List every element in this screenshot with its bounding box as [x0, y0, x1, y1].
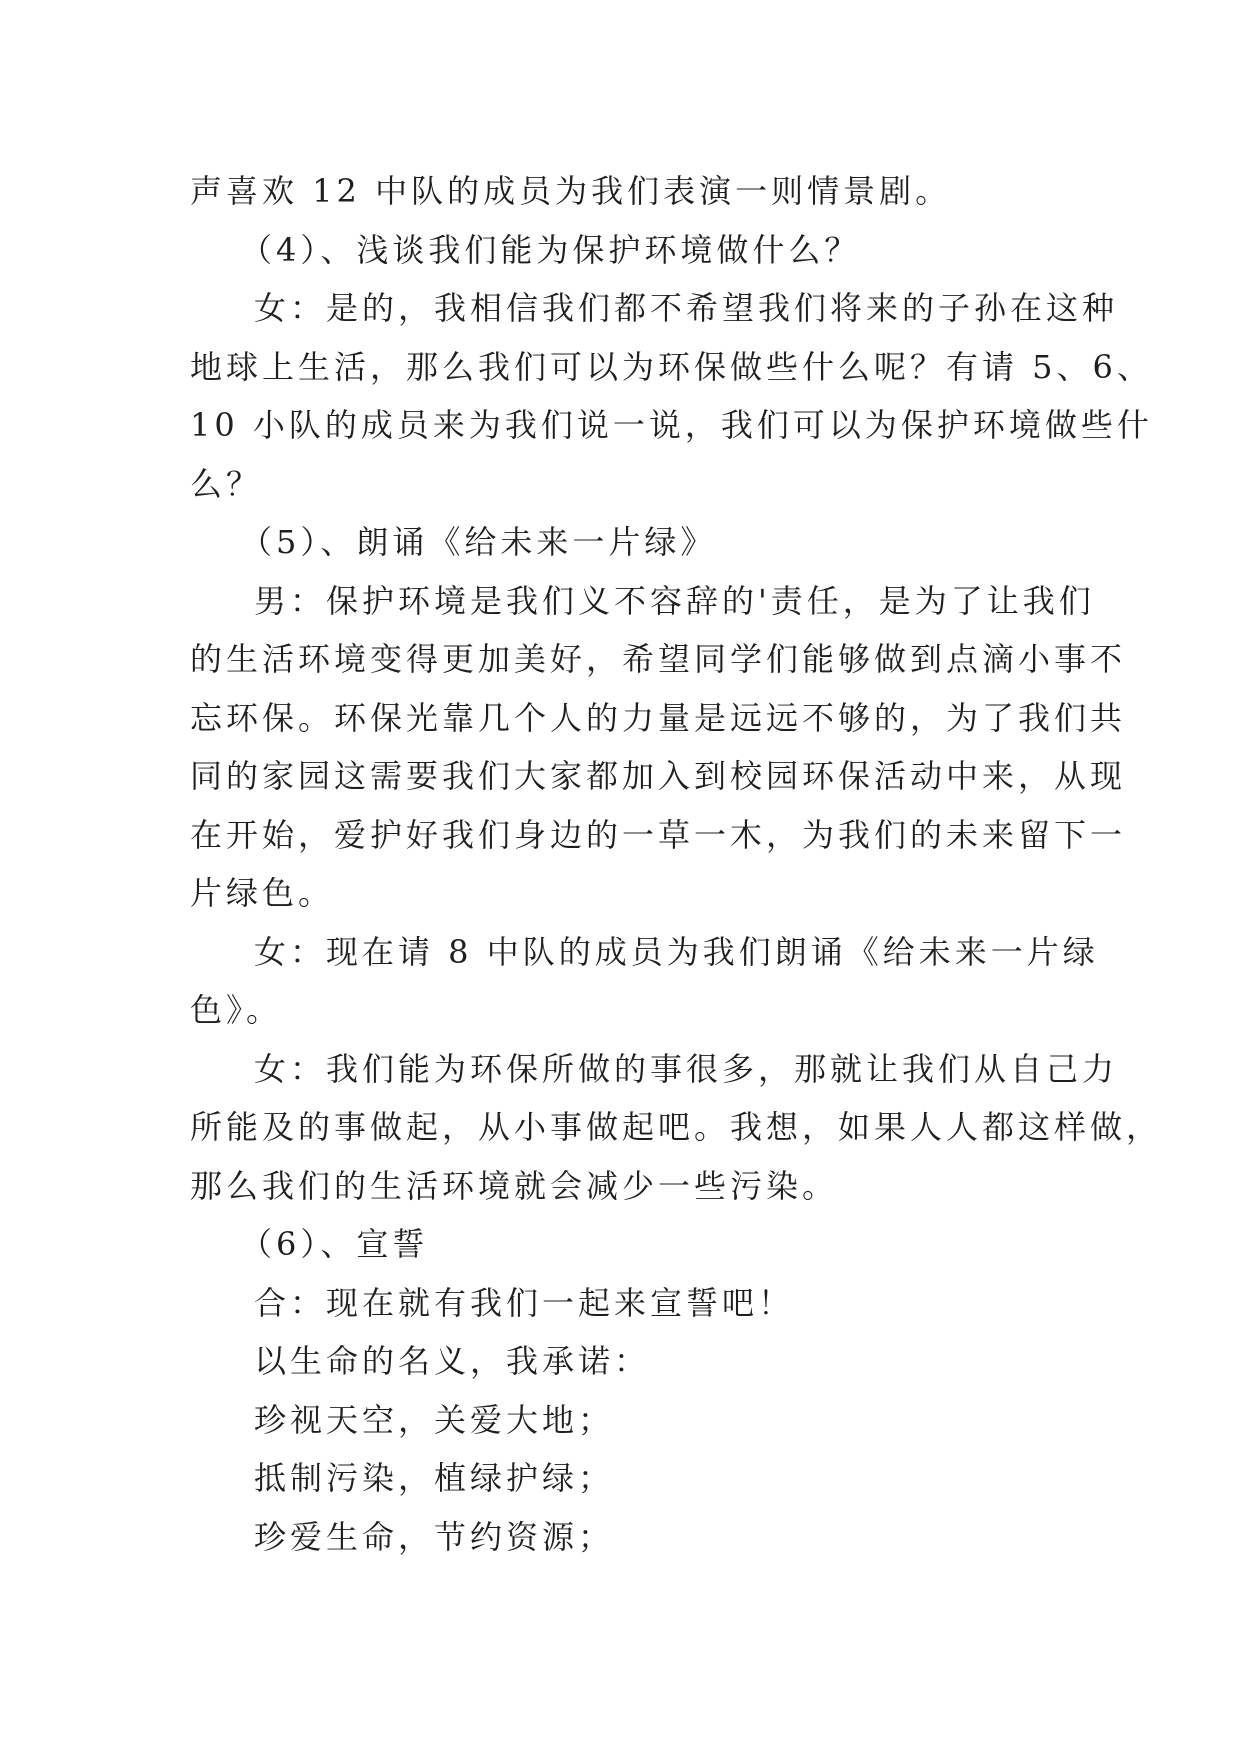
text-line: 声喜欢 12 中队的成员为我们表演一则情景剧。 [190, 172, 952, 210]
section-heading: （6）、宣誓 [240, 1225, 429, 1263]
section-heading: （4）、浅谈我们能为保护环境做什么？ [240, 230, 861, 269]
text-line: 女：是的，我相信我们都不希望我们将来的子孙在这种 [254, 289, 1119, 327]
text-line: 珍爱生命，节约资源； [254, 1517, 615, 1556]
text-line: 忘环保。环保光靠几个人的力量是远远不够的，为了我们共 [190, 698, 1127, 737]
text-line: 抵制污染，植绿护绿； [254, 1459, 615, 1497]
text-line: 片绿色。 [190, 874, 335, 912]
text-line: 以生命的名义，我承诺： [254, 1342, 651, 1380]
text-line: 那么我们的生活环境就会减少一些污染。 [190, 1166, 839, 1205]
text-line: 地球上生活，那么我们可以为环保做些什么呢？有请 5、6、 [190, 347, 1153, 386]
text-line: 所能及的事做起，从小事做起吧。我想，如果人人都这样做， [190, 1108, 1163, 1146]
text-line: 男：保护环境是我们义不容辞的'责任，是为了让我们 [254, 581, 1095, 620]
text-line: 么？ [190, 464, 263, 503]
section-heading: （5）、朗诵《给未来一片绿》 [240, 523, 717, 561]
text-line: 珍视天空，关爱大地； [254, 1400, 615, 1439]
text-line: 合：现在就有我们一起来宣誓吧！ [254, 1283, 795, 1322]
document-body [190, 162, 1163, 1566]
text-line: 的生活环境变得更加美好，希望同学们能够做到点滴小事不 [190, 640, 1127, 678]
text-line: 色》。 [190, 991, 283, 1029]
text-line: 女：现在请 8 中队的成员为我们朗诵《给未来一片绿 [254, 932, 1099, 971]
text-line: 10 小队的成员来为我们说一说，我们可以为保护环境做些什 [190, 406, 1153, 444]
text-line: 女：我们能为环保所做的事很多，那就让我们从自己力 [254, 1049, 1119, 1088]
text-line: 同的家园这需要我们大家都加入到校园环保活动中来，从现 [190, 757, 1127, 795]
text-line: 在开始，爱护好我们身边的一草一木，为我们的未来留下一 [190, 815, 1127, 854]
